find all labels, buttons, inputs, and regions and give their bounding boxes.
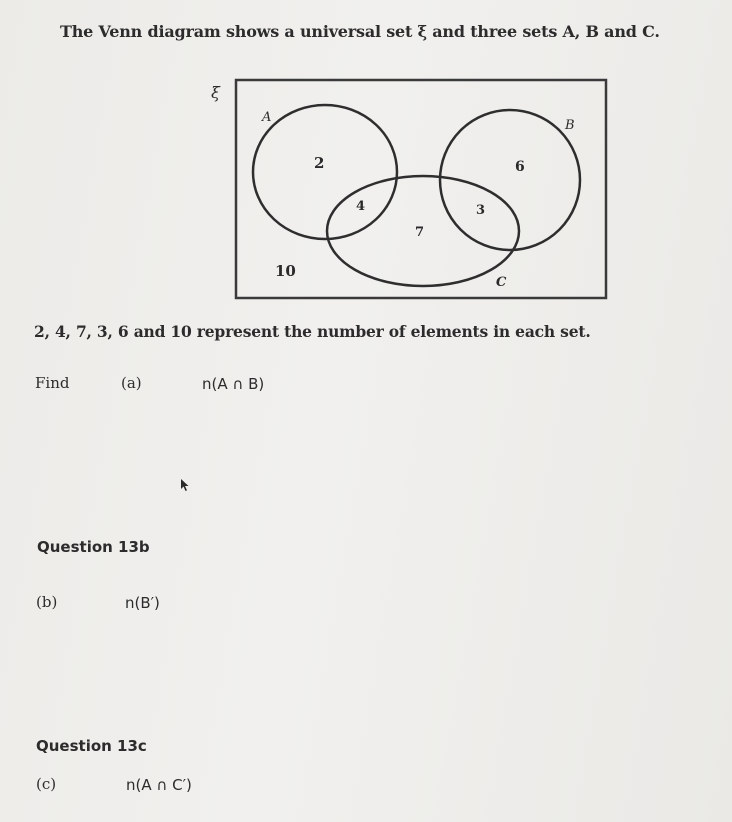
set-c-label: C <box>496 275 507 290</box>
region-b-only: 6 <box>515 159 525 175</box>
description-text: 2, 4, 7, 3, 6 and 10 represent the number of elements in each set. <box>34 322 591 341</box>
question-13c-heading: Question 13c <box>36 737 147 755</box>
part-b-expression: n(B′) <box>125 594 160 612</box>
region-a-and-c: 4 <box>356 199 366 214</box>
question-13b-heading: Question 13b <box>37 538 150 556</box>
part-a-label: (a) <box>121 374 142 392</box>
universal-set-label: ξ <box>211 83 220 102</box>
find-label: Find <box>35 374 70 392</box>
part-c-label: (c) <box>36 775 57 793</box>
intro-text: The Venn diagram shows a universal set ξ and three sets A, B and C. <box>60 22 660 41</box>
set-b-label: B <box>565 118 575 133</box>
mouse-cursor-icon <box>180 478 190 492</box>
region-b-and-c: 3 <box>476 203 486 218</box>
region-a-only: 2 <box>314 154 325 172</box>
part-a-expression: n(A ∩ B) <box>202 375 265 393</box>
set-a-circle <box>253 105 397 239</box>
region-c-only: 7 <box>415 225 425 240</box>
part-c-expression: n(A ∩ C′) <box>126 776 192 794</box>
set-a-label: A <box>262 110 272 125</box>
part-b-label: (b) <box>36 593 58 611</box>
region-outside: 10 <box>275 262 296 280</box>
